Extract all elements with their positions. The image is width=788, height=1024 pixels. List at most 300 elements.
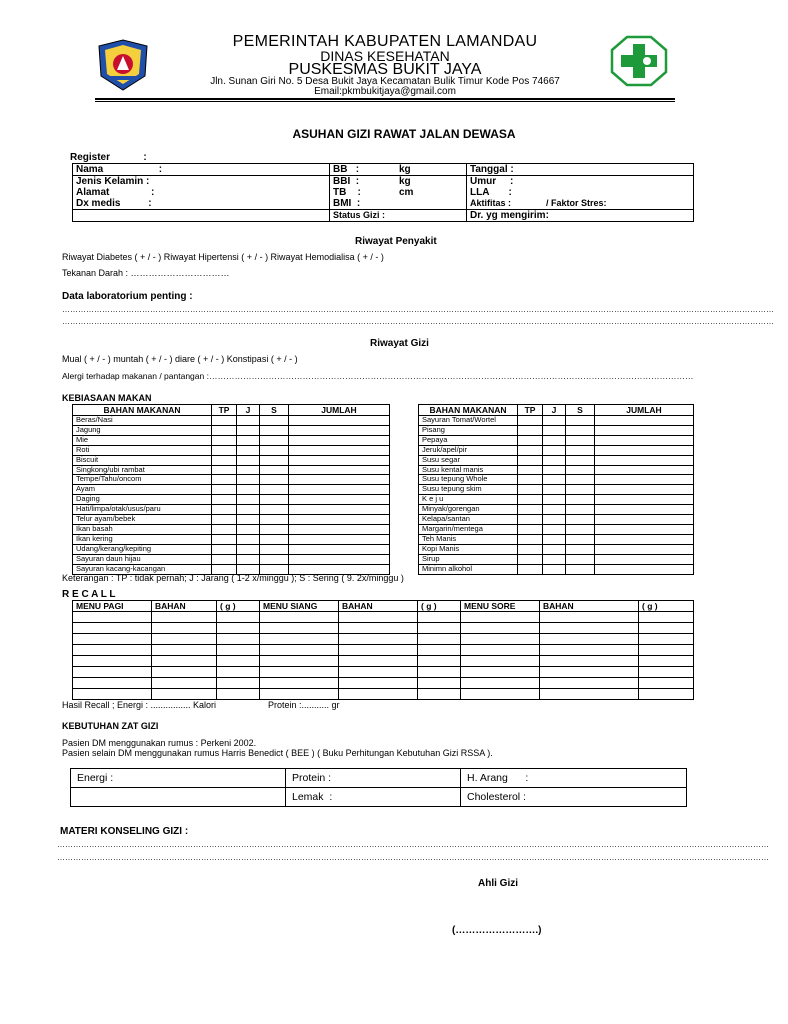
food-col-j: J <box>237 405 260 416</box>
food-entry-cell[interactable] <box>237 544 260 554</box>
food-entry-cell[interactable] <box>289 465 390 475</box>
info-right-0: Tanggal : <box>467 164 694 176</box>
food-entry-cell[interactable] <box>518 505 543 515</box>
recall-entry-cell[interactable] <box>639 656 694 667</box>
food-entry-cell[interactable] <box>566 524 595 534</box>
riwayat-gizi-heading: Riwayat Gizi <box>370 338 429 349</box>
recall-entry-cell[interactable] <box>260 634 339 645</box>
food-col-bahan: BAHAN MAKANAN <box>419 405 518 416</box>
food-entry-cell[interactable] <box>543 425 566 435</box>
recall-entry-cell[interactable] <box>339 634 418 645</box>
food-row <box>419 564 694 574</box>
food-item-label: Hati/limpa/otak/usus/paru <box>73 505 212 515</box>
food-entry-cell[interactable] <box>543 435 566 445</box>
signature-name-line: (…………………….) <box>452 925 542 936</box>
recall-row <box>73 689 694 700</box>
recall-col-g-sore: ( g ) <box>639 601 694 612</box>
food-entry-cell[interactable] <box>595 435 694 445</box>
recall-entry-cell[interactable] <box>639 623 694 634</box>
food-entry-cell[interactable] <box>289 445 390 455</box>
food-entry-cell[interactable] <box>212 544 237 554</box>
food-entry-cell[interactable] <box>237 485 260 495</box>
materi-dots-1: …………………………………………………………………………………………………………………………………………………………………………………………………………………………………………… <box>57 840 769 849</box>
food-item-label: Susu tepung Whole <box>419 475 518 485</box>
food-entry-cell[interactable] <box>518 564 543 574</box>
food-entry-cell[interactable] <box>289 534 390 544</box>
recall-entry-cell[interactable] <box>217 656 260 667</box>
food-row <box>73 534 390 544</box>
food-entry-cell[interactable] <box>518 544 543 554</box>
food-row <box>419 554 694 564</box>
food-entry-cell[interactable] <box>595 505 694 515</box>
food-row <box>419 435 694 445</box>
recall-entry-cell[interactable] <box>461 667 540 678</box>
food-entry-cell[interactable] <box>237 495 260 505</box>
food-entry-cell[interactable] <box>237 505 260 515</box>
food-item-label: Ikan kering <box>73 534 212 544</box>
food-entry-cell[interactable] <box>518 425 543 435</box>
food-col-jumlah: JUMLAH <box>289 405 390 416</box>
food-entry-cell[interactable] <box>260 485 289 495</box>
food-entry-cell[interactable] <box>543 475 566 485</box>
recall-entry-cell[interactable] <box>152 678 217 689</box>
food-entry-cell[interactable] <box>212 435 237 445</box>
food-entry-cell[interactable] <box>566 465 595 475</box>
food-entry-cell[interactable] <box>518 485 543 495</box>
food-entry-cell[interactable] <box>289 485 390 495</box>
food-item-label: Beras/Nasi <box>73 416 212 426</box>
food-entry-cell[interactable] <box>260 505 289 515</box>
food-entry-cell[interactable] <box>595 475 694 485</box>
food-entry-cell[interactable] <box>543 465 566 475</box>
recall-entry-cell[interactable] <box>461 634 540 645</box>
food-row <box>419 465 694 475</box>
recall-entry-cell[interactable] <box>152 656 217 667</box>
info-left-1: Jenis Kelamin : <box>76 176 150 187</box>
kebutuhan-line2: Pasien selain DM menggunakan rumus Harris Benedict ( BEE ) ( Buku Perhitungan Kebutuhan Gizi RSSA ). <box>62 748 493 758</box>
food-entry-cell[interactable] <box>260 524 289 534</box>
info-mid-2: TB : <box>330 187 397 198</box>
food-entry-cell[interactable] <box>260 495 289 505</box>
food-entry-cell[interactable] <box>289 455 390 465</box>
food-entry-cell[interactable] <box>212 425 237 435</box>
food-entry-cell[interactable] <box>237 435 260 445</box>
food-entry-cell[interactable] <box>518 435 543 445</box>
food-item-label: Ikan basah <box>73 524 212 534</box>
food-entry-cell[interactable] <box>289 524 390 534</box>
recall-entry-cell[interactable] <box>152 667 217 678</box>
food-entry-cell[interactable] <box>260 416 289 426</box>
food-entry-cell[interactable] <box>212 416 237 426</box>
recall-entry-cell[interactable] <box>540 656 639 667</box>
recall-entry-cell[interactable] <box>152 645 217 656</box>
recall-entry-cell[interactable] <box>339 689 418 700</box>
riwayat-gizi-line1: Mual ( + / - ) muntah ( + / - ) diare ( + / - ) Konstipasi ( + / - ) <box>62 354 298 364</box>
food-entry-cell[interactable] <box>566 564 595 574</box>
recall-entry-cell[interactable] <box>639 678 694 689</box>
food-entry-cell[interactable] <box>518 416 543 426</box>
food-entry-cell[interactable] <box>289 425 390 435</box>
food-entry-cell[interactable] <box>543 445 566 455</box>
recall-entry-cell[interactable] <box>260 667 339 678</box>
food-entry-cell[interactable] <box>595 425 694 435</box>
recall-entry-cell[interactable] <box>152 689 217 700</box>
recall-entry-cell[interactable] <box>461 645 540 656</box>
food-entry-cell[interactable] <box>212 495 237 505</box>
patient-info-table <box>72 163 694 222</box>
food-item-label: Mie <box>73 435 212 445</box>
food-item-label: Sayuran daun hijau <box>73 554 212 564</box>
food-entry-cell[interactable] <box>260 445 289 455</box>
kebutuhan-line1: Pasien DM menggunakan rumus : Perkeni 2002. <box>62 738 257 748</box>
recall-entry-cell[interactable] <box>73 634 152 645</box>
food-row <box>73 544 390 554</box>
recall-col-menu-sore: MENU SORE <box>461 601 540 612</box>
recall-entry-cell[interactable] <box>639 667 694 678</box>
food-entry-cell[interactable] <box>212 455 237 465</box>
food-entry-cell[interactable] <box>260 435 289 445</box>
food-entry-cell[interactable] <box>237 455 260 465</box>
food-entry-cell[interactable] <box>595 445 694 455</box>
food-entry-cell[interactable] <box>543 564 566 574</box>
recall-entry-cell[interactable] <box>418 645 461 656</box>
recall-col-bahan-siang: BAHAN <box>339 601 418 612</box>
food-row <box>73 495 390 505</box>
food-entry-cell[interactable] <box>566 425 595 435</box>
food-item-label: Telur ayam/bebek <box>73 515 212 525</box>
recall-entry-cell[interactable] <box>73 623 152 634</box>
food-row <box>73 524 390 534</box>
kebutuhan-heading: KEBUTUHAN ZAT GIZI <box>62 721 159 731</box>
recall-row <box>73 667 694 678</box>
recall-row <box>73 656 694 667</box>
food-entry-cell[interactable] <box>212 515 237 525</box>
header-divider <box>95 98 675 102</box>
info-left-3: Dx medis : <box>73 198 330 210</box>
food-entry-cell[interactable] <box>543 524 566 534</box>
recall-entry-cell[interactable] <box>260 678 339 689</box>
food-row <box>73 445 390 455</box>
food-row <box>419 455 694 465</box>
food-col-jumlah: JUMLAH <box>595 405 694 416</box>
recall-entry-cell[interactable] <box>418 678 461 689</box>
food-item-label: Kopi Manis <box>419 544 518 554</box>
recall-entry-cell[interactable] <box>339 645 418 656</box>
recall-entry-cell[interactable] <box>217 667 260 678</box>
food-entry-cell[interactable] <box>260 425 289 435</box>
recall-row <box>73 634 694 645</box>
info-left-2: Alamat : <box>76 187 155 198</box>
food-row <box>73 485 390 495</box>
tekanan-darah-line: Tekanan Darah : …………………………… <box>62 268 230 278</box>
food-item-label: Daging <box>73 495 212 505</box>
food-entry-cell[interactable] <box>289 544 390 554</box>
food-entry-cell[interactable] <box>595 416 694 426</box>
hasil-recall-energi: Hasil Recall ; Energi : ................ Kalori <box>62 700 217 710</box>
recall-heading: R E C A L L <box>62 589 116 600</box>
recall-row <box>73 623 694 634</box>
food-table-left <box>72 404 390 575</box>
food-entry-cell[interactable] <box>595 485 694 495</box>
recall-entry-cell[interactable] <box>540 667 639 678</box>
recall-entry-cell[interactable] <box>339 656 418 667</box>
food-entry-cell[interactable] <box>260 554 289 564</box>
food-row <box>73 554 390 564</box>
recall-entry-cell[interactable] <box>73 689 152 700</box>
info-mid-1: BBI : <box>330 176 397 188</box>
food-entry-cell[interactable] <box>518 475 543 485</box>
food-entry-cell[interactable] <box>595 524 694 534</box>
recall-entry-cell[interactable] <box>339 678 418 689</box>
recall-entry-cell[interactable] <box>639 612 694 623</box>
food-entry-cell[interactable] <box>566 475 595 485</box>
food-entry-cell[interactable] <box>518 534 543 544</box>
page-title: ASUHAN GIZI RAWAT JALAN DEWASA <box>292 127 516 141</box>
food-entry-cell[interactable] <box>289 505 390 515</box>
food-entry-cell[interactable] <box>237 416 260 426</box>
recall-entry-cell[interactable] <box>73 645 152 656</box>
food-entry-cell[interactable] <box>543 534 566 544</box>
food-item-label: Minyak/gorengan <box>419 505 518 515</box>
food-entry-cell[interactable] <box>566 515 595 525</box>
recall-entry-cell[interactable] <box>540 689 639 700</box>
recall-entry-cell[interactable] <box>639 645 694 656</box>
recall-entry-cell[interactable] <box>260 645 339 656</box>
recall-entry-cell[interactable] <box>260 656 339 667</box>
food-entry-cell[interactable] <box>595 564 694 574</box>
recall-entry-cell[interactable] <box>461 656 540 667</box>
food-row <box>419 495 694 505</box>
recall-entry-cell[interactable] <box>639 689 694 700</box>
food-entry-cell[interactable] <box>595 455 694 465</box>
food-entry-cell[interactable] <box>289 416 390 426</box>
food-entry-cell[interactable] <box>566 544 595 554</box>
recall-entry-cell[interactable] <box>540 634 639 645</box>
recall-entry-cell[interactable] <box>418 623 461 634</box>
riwayat-penyakit-heading: Riwayat Penyakit <box>355 236 437 247</box>
recall-entry-cell[interactable] <box>217 645 260 656</box>
food-entry-cell[interactable] <box>237 515 260 525</box>
recall-entry-cell[interactable] <box>217 612 260 623</box>
recall-col-menu-pagi: MENU PAGI <box>73 601 152 612</box>
header-line3: PUSKESMAS BUKIT JAYA <box>288 61 482 78</box>
food-entry-cell[interactable] <box>237 554 260 564</box>
food-entry-cell[interactable] <box>518 524 543 534</box>
food-entry-cell[interactable] <box>566 416 595 426</box>
recall-entry-cell[interactable] <box>540 612 639 623</box>
food-entry-cell[interactable] <box>543 495 566 505</box>
food-entry-cell[interactable] <box>566 485 595 495</box>
info-left-0: Nama : <box>73 164 330 176</box>
food-entry-cell[interactable] <box>237 425 260 435</box>
recall-row <box>73 645 694 656</box>
food-item-label: Udang/kerang/kepiting <box>73 544 212 554</box>
food-entry-cell[interactable] <box>260 455 289 465</box>
riwayat-penyakit-line1: Riwayat Diabetes ( + / - ) Riwayat Hipertensi ( + / - ) Riwayat Hemodialisa ( + / - ) <box>62 252 384 262</box>
food-entry-cell[interactable] <box>518 495 543 505</box>
recall-entry-cell[interactable] <box>461 678 540 689</box>
food-entry-cell[interactable] <box>289 495 390 505</box>
food-entry-cell[interactable] <box>260 465 289 475</box>
food-entry-cell[interactable] <box>543 485 566 495</box>
food-entry-cell[interactable] <box>595 495 694 505</box>
food-entry-cell[interactable] <box>543 505 566 515</box>
food-entry-cell[interactable] <box>518 554 543 564</box>
food-item-label: Pepaya <box>419 435 518 445</box>
recall-entry-cell[interactable] <box>152 612 217 623</box>
food-entry-cell[interactable] <box>212 534 237 544</box>
recall-entry-cell[interactable] <box>418 689 461 700</box>
recall-entry-cell[interactable] <box>73 612 152 623</box>
recall-entry-cell[interactable] <box>339 667 418 678</box>
food-item-label: Ayam <box>73 485 212 495</box>
food-entry-cell[interactable] <box>289 515 390 525</box>
food-entry-cell[interactable] <box>595 515 694 525</box>
food-entry-cell[interactable] <box>212 485 237 495</box>
recall-entry-cell[interactable] <box>73 656 152 667</box>
food-entry-cell[interactable] <box>260 534 289 544</box>
food-entry-cell[interactable] <box>566 505 595 515</box>
food-row <box>419 534 694 544</box>
food-entry-cell[interactable] <box>518 455 543 465</box>
recall-entry-cell[interactable] <box>540 678 639 689</box>
food-entry-cell[interactable] <box>212 475 237 485</box>
food-item-label: Margarin/mentega <box>419 524 518 534</box>
food-entry-cell[interactable] <box>237 534 260 544</box>
materi-konseling-heading: MATERI KONSELING GIZI : <box>60 826 189 837</box>
food-entry-cell[interactable] <box>518 515 543 525</box>
recall-entry-cell[interactable] <box>461 623 540 634</box>
food-entry-cell[interactable] <box>543 416 566 426</box>
food-entry-cell[interactable] <box>566 554 595 564</box>
food-entry-cell[interactable] <box>237 475 260 485</box>
header-email: Email:pkmbukitjaya@gmail.com <box>314 86 456 97</box>
food-row <box>73 465 390 475</box>
recall-entry-cell[interactable] <box>639 634 694 645</box>
food-item-label: Sirup <box>419 554 518 564</box>
food-item-label: Jeruk/apel/pir <box>419 445 518 455</box>
recall-entry-cell[interactable] <box>260 612 339 623</box>
recall-entry-cell[interactable] <box>217 623 260 634</box>
food-entry-cell[interactable] <box>260 544 289 554</box>
food-row <box>73 505 390 515</box>
keterangan: Keterangan : TP : tidak pernah; J : Jarang ( 1-2 x/minggu ); S : Sering ( 9. 2x/minggu ) <box>62 573 404 583</box>
recall-entry-cell[interactable] <box>461 689 540 700</box>
food-table-right <box>418 404 694 575</box>
energi-cell: Energi : <box>71 769 286 788</box>
lemak-cell: Lemak : <box>286 788 461 807</box>
food-entry-cell[interactable] <box>595 534 694 544</box>
food-entry-cell[interactable] <box>566 495 595 505</box>
food-col-s: S <box>566 405 595 416</box>
food-entry-cell[interactable] <box>566 435 595 445</box>
info-right-1: Umur : <box>467 176 694 188</box>
recall-entry-cell[interactable] <box>260 623 339 634</box>
info-unit-0: kg <box>396 164 467 176</box>
food-col-s: S <box>260 405 289 416</box>
food-entry-cell[interactable] <box>543 455 566 465</box>
food-row <box>73 416 390 426</box>
food-entry-cell[interactable] <box>518 445 543 455</box>
recall-entry-cell[interactable] <box>339 623 418 634</box>
materi-dots-2: …………………………………………………………………………………………………………………………………………………………………………………………………………………………………………… <box>57 853 769 862</box>
info-unit-2: cm <box>399 187 414 198</box>
food-entry-cell[interactable] <box>212 554 237 564</box>
h-arang-cell: H. Arang : <box>461 769 687 788</box>
food-entry-cell[interactable] <box>237 465 260 475</box>
recall-entry-cell[interactable] <box>339 612 418 623</box>
food-item-label: Roti <box>73 445 212 455</box>
recall-col-bahan-sore: BAHAN <box>540 601 639 612</box>
food-entry-cell[interactable] <box>595 544 694 554</box>
recall-entry-cell[interactable] <box>73 667 152 678</box>
info-mid-3: BMI : <box>330 198 397 210</box>
food-entry-cell[interactable] <box>260 475 289 485</box>
food-entry-cell[interactable] <box>566 534 595 544</box>
food-entry-cell[interactable] <box>212 465 237 475</box>
recall-entry-cell[interactable] <box>217 634 260 645</box>
food-entry-cell[interactable] <box>543 515 566 525</box>
food-row <box>73 475 390 485</box>
food-item-label: Minimn alkohol <box>419 564 518 574</box>
food-row <box>73 515 390 525</box>
food-entry-cell[interactable] <box>543 544 566 554</box>
food-entry-cell[interactable] <box>212 524 237 534</box>
recall-entry-cell[interactable] <box>260 689 339 700</box>
alergi-line: Alergi terhadap makanan / pantangan :……………………………………………………………………………………………………………………………………………………… <box>62 371 694 381</box>
food-item-label: Biscuit <box>73 455 212 465</box>
recall-entry-cell[interactable] <box>418 634 461 645</box>
food-entry-cell[interactable] <box>260 515 289 525</box>
recall-entry-cell[interactable] <box>461 612 540 623</box>
recall-entry-cell[interactable] <box>540 623 639 634</box>
food-entry-cell[interactable] <box>289 475 390 485</box>
food-row <box>419 485 694 495</box>
lamandau-logo <box>95 36 151 92</box>
recall-entry-cell[interactable] <box>217 678 260 689</box>
info-right-4: Dr. yg mengirim: <box>467 210 694 222</box>
recall-entry-cell[interactable] <box>418 667 461 678</box>
recall-entry-cell[interactable] <box>418 656 461 667</box>
food-item-label: Pisang <box>419 425 518 435</box>
recall-entry-cell[interactable] <box>73 678 152 689</box>
recall-entry-cell[interactable] <box>540 645 639 656</box>
recall-row <box>73 678 694 689</box>
food-entry-cell[interactable] <box>237 445 260 455</box>
food-entry-cell[interactable] <box>289 435 390 445</box>
recall-entry-cell[interactable] <box>152 634 217 645</box>
food-item-label: Tempe/Tahu/oncom <box>73 475 212 485</box>
food-row <box>73 435 390 445</box>
food-entry-cell[interactable] <box>566 445 595 455</box>
food-entry-cell[interactable] <box>518 465 543 475</box>
recall-entry-cell[interactable] <box>152 623 217 634</box>
ahli-gizi-label: Ahli Gizi <box>478 878 518 889</box>
recall-col-menu-siang: MENU SIANG <box>260 601 339 612</box>
recall-entry-cell[interactable] <box>217 689 260 700</box>
food-entry-cell[interactable] <box>566 455 595 465</box>
food-entry-cell[interactable] <box>543 554 566 564</box>
food-entry-cell[interactable] <box>289 554 390 564</box>
register-label: Register : <box>70 152 147 163</box>
food-row <box>419 515 694 525</box>
food-entry-cell[interactable] <box>212 445 237 455</box>
recall-entry-cell[interactable] <box>418 612 461 623</box>
food-entry-cell[interactable] <box>595 554 694 564</box>
food-entry-cell[interactable] <box>595 465 694 475</box>
food-entry-cell[interactable] <box>237 524 260 534</box>
food-entry-cell[interactable] <box>212 505 237 515</box>
